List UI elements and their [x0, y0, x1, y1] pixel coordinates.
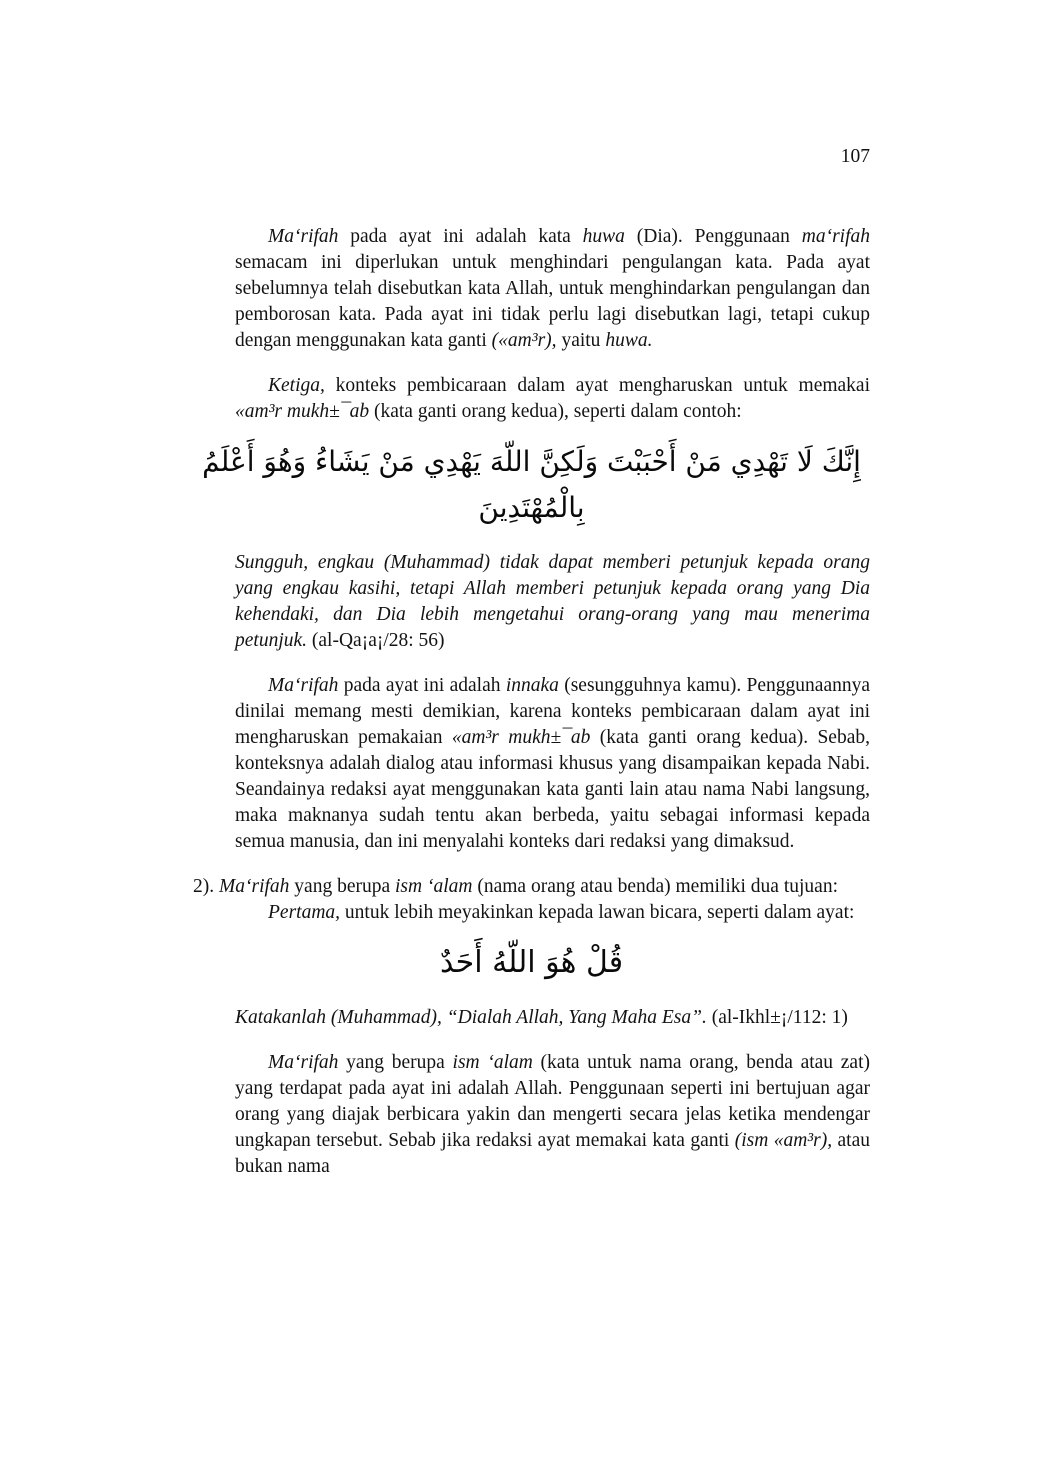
- italic-text: Ma‘rifah: [219, 876, 290, 897]
- italic-text: huwa.: [605, 330, 653, 351]
- text: atau bukan nama: [235, 1130, 870, 1177]
- paragraph-marifah-huwa: [235, 224, 870, 354]
- paragraph-pertama: [235, 900, 870, 926]
- text: yang berupa: [289, 876, 396, 897]
- text: yaitu: [556, 330, 606, 351]
- arabic-verse: إِنَّكَ لَا تَهْدِي مَنْ أَحْبَبْتَ وَلَكِنَّ اللّهَ يَهْدِي مَنْ يَشَاءُ وَهُوَ أَعْلَمُ بِالْمُهْتَدِينَ: [202, 445, 861, 524]
- italic-text: innaka: [505, 675, 559, 696]
- list-item-2: [193, 874, 870, 900]
- text: (Dia). Penggunaan: [624, 226, 802, 247]
- quote-translation-ikhlas: [235, 1005, 870, 1031]
- text: semacam ini diperlukan untuk menghindari pengulangan kata. Pada ayat sebelumnya telah disebutkan kata Allah, untuk menghindarkan pengulangan dan pemborosan kata. Pada ayat ini tidak perlu lagi disebutkan lagi, tetapi cukup dengan menggunakan kata ganti: [235, 252, 870, 351]
- page-content: [193, 224, 870, 1180]
- text: (kata untuk nama orang, benda atau zat) yang terdapat pada ayat ini adalah Allah. Penggunaan seperti ini bertujuan agar orang yang diajak berbicara yakin dan mengerti secara jelas ketika mendengar ungkapan tersebut. Sebab jika redaksi ayat memakai kata ganti: [235, 1052, 870, 1151]
- italic-text: huwa: [582, 226, 625, 247]
- italic-text: (ism «am³r),: [734, 1130, 833, 1151]
- text: pada ayat ini adalah kata: [338, 226, 583, 247]
- italic-text: «am³r mukh±¯ab: [235, 401, 370, 422]
- text: (al-Ikhl±¡/112: 1): [706, 1007, 848, 1028]
- page-number: 107: [840, 146, 870, 167]
- text: 2).: [193, 876, 219, 897]
- italic-text: Ketiga,: [268, 375, 325, 396]
- italic-text: Ma‘rifah: [268, 1052, 339, 1073]
- paragraph-marifah-allah: [235, 1050, 870, 1180]
- text: (sesungguhnya kamu). Penggunaannya dinilai memang mesti demikian, karena konteks pembicaraan dalam ayat ini mengharuskan pemakaian: [235, 675, 871, 748]
- text: (nama orang atau benda) memiliki dua tujuan:: [472, 876, 838, 897]
- text: (kata ganti orang kedua). Sebab, konteksnya adalah dialog atau informasi khusus yang disampaikan kepada Nabi. Seandainya redaksi ayat menggunakan kata ganti lain atau nama Nabi langsung, maka maknanya sudah tentu akan berbeda, yaitu sebagai informasi kepada semua manusia, dan ini menyalahi konteks dari redaksi yang dimaksud.: [235, 727, 870, 852]
- italic-text: Sungguh, engkau (Muhammad) tidak dapat memberi petunjuk kepada orang yang engkau kasihi, tetapi Allah memberi petunjuk kepada orang yang Dia kehendaki, dan Dia lebih mengetahui orang-orang yang mau menerima petunjuk.: [235, 552, 870, 651]
- quote-translation-qasas: [235, 550, 870, 654]
- paragraph-ketiga: [235, 373, 870, 425]
- italic-text: («am³r),: [491, 330, 557, 351]
- paragraph-marifah-innaka: [235, 673, 870, 855]
- italic-text: Katakanlah (Muhammad), “Dialah Allah, Yang Maha Esa”.: [235, 1007, 707, 1028]
- text: (kata ganti orang kedua), seperti dalam contoh:: [369, 401, 742, 422]
- italic-text: Ma‘rifah: [268, 675, 339, 696]
- italic-text: Ma‘rifah: [268, 226, 339, 247]
- italic-text: ma‘rifah: [801, 226, 870, 247]
- text: yang berupa: [338, 1052, 453, 1073]
- italic-text: Pertama,: [268, 902, 341, 923]
- text: konteks pembicaraan dalam ayat mengharuskan untuk memakai: [324, 375, 870, 396]
- italic-text: ism ‘alam: [395, 876, 473, 897]
- italic-text: ism ‘alam: [452, 1052, 533, 1073]
- text: pada ayat ini adalah: [338, 675, 506, 696]
- italic-text: «am³r mukh±¯ab: [451, 727, 591, 748]
- text: (al-Qa¡a¡/28: 56): [311, 630, 445, 651]
- text: untuk lebih meyakinkan kepada lawan bicara, seperti dalam ayat:: [340, 902, 855, 923]
- arabic-verse: قُلْ هُوَ اللّهُ أَحَدٌ: [439, 945, 624, 980]
